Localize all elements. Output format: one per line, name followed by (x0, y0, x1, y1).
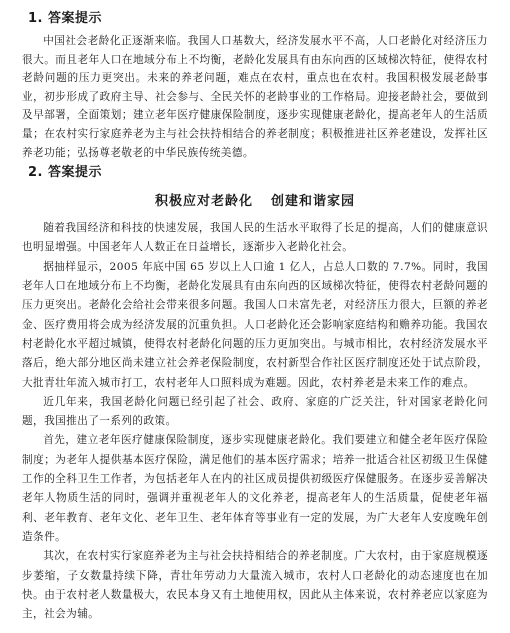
essay-paragraph-3: 近几年来，我国老龄化问题已经引起了社会、政府、家庭的广泛关注，针对国家老龄化问题，我国推出了一系列的政策。 (22, 395, 488, 428)
essay-paragraph-5: 其次，在农村实行家庭养老为主与社会扶持相结合的养老制度。广大农村，由于家庭规模逐步萎缩，子女数量持续下降，青壮年劳动力大量流入城市，农村人口老龄化的动态速度也在加快。由于农村老人数量极大，农民本身又有土地使用权，因此从主体来说，农村养老应以家庭为主，社会为辅。 (22, 550, 488, 621)
essay-paragraph-1: 随着我国经济和科技的快速发展，我国人民的生活水平取得了长足的提高，人们的健康意识也明显增强。中国老年人人数正在日益增长，逐渐步入老龄化社会。 (22, 222, 488, 254)
essay-paragraph-4: 首先，建立老年医疗健康保险制度，逐步实现健康老龄化。我们要建立和健全老年医疗保险制度；为老年人提供基本医疗保险，满足他们的基本医疗需求；培养一批适合社区初级卫生保健工作的全科卫生工作者，为包括老年人在内的社区成员提供初级医疗保健服务。在逐步妥善解决老年人物质生活的同时，强调并重视老年人的文化养老，提高老年人的生活质量，促使老年福利、老年教育、老年文化、老年卫生、老年体育等事业有一定的发展，为广大老年人安度晚年创造条件。 (22, 434, 488, 543)
essay-body (22, 219, 488, 624)
essay-paragraph-2: 据抽样显示，2005 年底中国 65 岁以上人口逾 1 亿人，占总人口数的 7.7%。同时，我国老年人口在地域分布上不均衡，老龄化发展具有由东向西的区域梯次特征，使得农村老龄问题的压力更突出。老龄化会给社会带来很多问题。我国人口未富先老，对经济压力很大，巨额的养老金、医疗费用将会成为经济发展的沉重负担。人口老龄化还会影响家庭结构和赡养功能。我国农村老龄化水平超过城镇，使得农村老龄化问题的压力更加突出。与城市相比，农村经济发展水平落后，绝大部分地区尚未建立社会养老保险制度，农村新型合作社区医疗制度还处于试点阶段，大批青壮年流入城市打工，农村老年人口照料成为难题。因此，农村养老是未来工作的难点。 (22, 260, 488, 389)
essay-title-part-1: 积极应对老龄化 (154, 194, 253, 210)
section-2-heading: 2. 答案提示 (28, 165, 103, 181)
section-1-heading: 1. 答案提示 (28, 11, 103, 26)
section-1-paragraph: 中国社会老龄化正逐渐来临。我国人口基数大，经济发展水平不高，人口老龄化对经济压力很大。而且老年人口在地域分布上不均衡，老龄化发展具有由东向西的区域梯次特征，使得农村老龄问题的压力更突出。未来的养老问题，难点在农村，重点也在农村。我国积极发展老龄事业，初步形成了政府主导、社会参与、全民关怀的老龄事业的工作格局。迎接老龄社会，要做到及早部署，全面策划；建立老年医疗健康保险制度，逐步实现健康老龄化，提高老年人的生活质量；在农村实行家庭养老为主与社会扶持相结合的养老制度；积极推进社区养老建设，发挥社区养老功能；弘扬尊老敬老的中华民族传统美德。 (22, 35, 488, 159)
essay-title-part-2: 创建和谐家园 (271, 194, 356, 210)
essay-title (22, 190, 488, 209)
